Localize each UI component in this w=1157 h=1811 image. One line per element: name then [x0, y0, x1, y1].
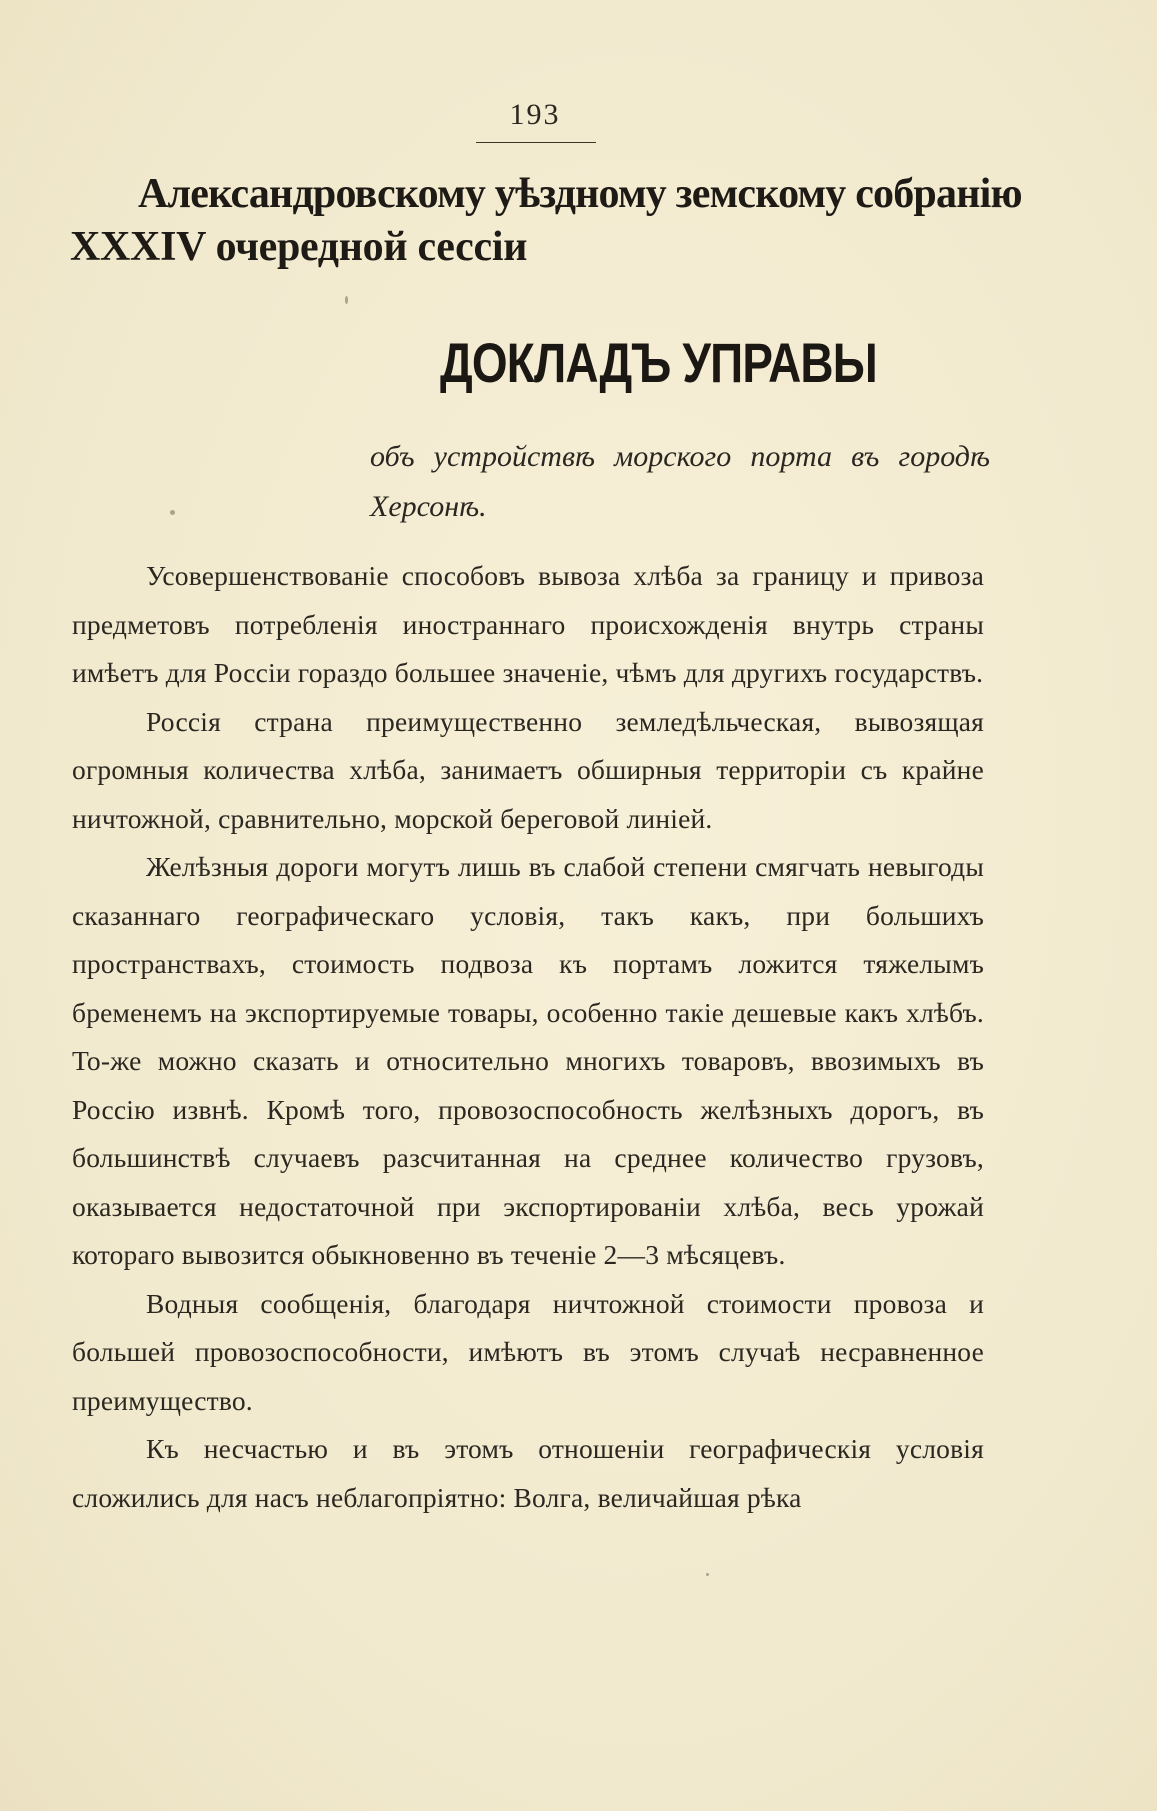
report-subtitle: объ устройствѣ морского порта въ городѣ Херсонѣ. [370, 440, 990, 523]
address-line-2: XXXIV очередной сессіи [70, 224, 528, 270]
page-number-rule [476, 142, 596, 143]
paragraph-3: Желѣзныя дороги могутъ лишь въ слабой степени смягчать невыгоды сказаннаго географическаго условія, такъ какъ, при большихъ пространствахъ, стоимость подвоза къ портамъ ложится тяжелымъ бременемъ на экспортируемые товары, особенно такіе дешевые какъ хлѣбъ. То-же можно сказать и относительно многихъ товаровъ, ввозимыхъ въ Россію извнѣ. Кромѣ того, провозоспособность желѣзныхъ дорогъ, въ большинствѣ случаевъ разсчитанная на среднее количество грузовъ, оказывается недостаточной при экспортированіи хлѣба, весь урожай котораго вывозится обыкновенно въ теченіе 2—3 мѣсяцевъ. [72, 851, 984, 1270]
report-title: ДОКЛАДЪ УПРАВЫ [440, 331, 877, 394]
address-heading [70, 168, 1090, 274]
paper-speck [170, 510, 175, 515]
paragraph-2: Россія страна преимущественно земледѣльческая, вывозящая огромныя количества хлѣба, занимаетъ обширныя территоріи съ крайне ничтожной, сравнительно, морской береговой линіей. [72, 705, 984, 834]
paragraph-1: Усовершенствованіе способовъ вывоза хлѣба за границу и привоза предметовъ потребленія иностраннаго происхожденія внутрь страны имѣетъ для Россіи гораздо большее значеніе, чѣмъ для другихъ государствъ. [72, 560, 984, 688]
paper-speck [345, 296, 348, 304]
page-number: 193 [509, 98, 561, 131]
address-line-1: Александровскому уѣздному земскому собранію [138, 171, 1022, 217]
body-text [72, 552, 984, 1522]
paragraph-4: Водныя сообщенія, благодаря ничтожной стоимости провоза и большей провозоспособности, имѣютъ въ этомъ случаѣ несравненное преимущество. [72, 1287, 984, 1416]
paper-speck [706, 1573, 709, 1576]
paragraph-5: Къ несчастью и въ этомъ отношеніи географическія условія сложились для насъ неблагопріятно: Волга, величайшая рѣка [72, 1433, 984, 1513]
